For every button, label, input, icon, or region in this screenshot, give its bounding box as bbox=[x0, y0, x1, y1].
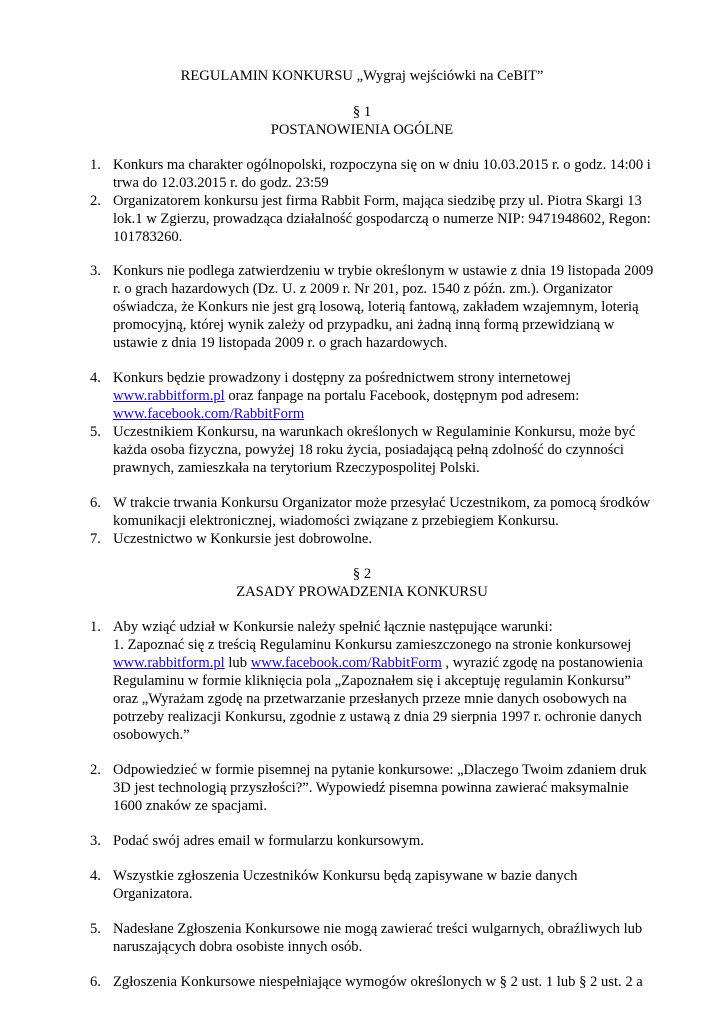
s1-item1-line: trwa do 12.03.2015 r. do godz. 23:59 bbox=[113, 175, 329, 191]
s1-item5-number: 5. bbox=[90, 424, 101, 440]
s1-item4-line: Konkurs będzie prowadzony i dostępny za pośrednictwem strony internetowej bbox=[113, 370, 571, 386]
s2-item2-line: 3D jest technologią przyszłości?”. Wypowiedź pisemna powinna zawierać maksymalnie bbox=[113, 780, 629, 796]
s2-item6-number: 6. bbox=[90, 974, 101, 990]
s2-item1-line: osobowych.” bbox=[113, 727, 190, 743]
s2-item1-line: Regulaminu w formie kliknięcia pola „Zapoznałem się i akceptuję regulamin Konkursu” bbox=[113, 673, 631, 689]
s2-item4-line: Wszystkie zgłoszenia Uczestników Konkursu będą zapisywane w bazie danych bbox=[113, 868, 578, 884]
section2-heading: ZASADY PROWADZENIA KONKURSU bbox=[236, 584, 488, 600]
s2-item2-line: 1600 znaków ze spacjami. bbox=[113, 798, 267, 814]
facebook-link[interactable]: www.facebook.com/RabbitForm bbox=[250, 655, 442, 671]
s1-item2-line: lok.1 w Zgierzu, prowadząca działalność gospodarczą o numerze NIP: 9471948602, Regon: bbox=[113, 211, 651, 227]
s2-item1-text: lub bbox=[224, 655, 251, 671]
s1-item2-line: 101783260. bbox=[113, 229, 183, 245]
s1-item3-line: oświadcza, że Konkurs nie jest grą losową, loterią fantową, zakładem wzajemnym, loterią bbox=[113, 299, 639, 315]
s1-item7-line: Uczestnictwo w Konkursie jest dobrowolne. bbox=[113, 531, 372, 547]
s1-item4-line bbox=[113, 405, 304, 423]
s2-item4-line: Organizatora. bbox=[113, 886, 193, 902]
s2-item4-number: 4. bbox=[90, 868, 101, 884]
s1-item3-line: promocyjną, której wynik zależy od przypadku, ani żadną inną formą przewidzianą w bbox=[113, 317, 615, 333]
s2-item1-line: oraz „Wyrażam zgodę na przetwarzanie przesłanych przeze mnie danych osobowych na bbox=[113, 691, 627, 707]
s2-item2-line: Odpowiedzieć w formie pisemnej na pytanie konkursowe: „Dlaczego Twoim zdaniem druk bbox=[113, 762, 647, 778]
section2-symbol: § 2 bbox=[352, 566, 372, 582]
s2-item1-text: , wyrazić zgodę na postanowienia bbox=[441, 655, 643, 671]
s2-item3-line: Podać swój adres email w formularzu konkursowym. bbox=[113, 833, 424, 849]
s1-item3-line: ustawie z dnia 19 listopada 2009 r. o grach hazardowych. bbox=[113, 335, 448, 351]
s2-item1-line: potrzeby realizacji Konkursu, zgodnie z ustawą z dnia 29 sierpnia 1997 r. ochronie danych bbox=[113, 709, 642, 725]
section1-symbol: § 1 bbox=[352, 104, 372, 120]
s2-item2-number: 2. bbox=[90, 762, 101, 778]
s1-item3-line: Konkurs nie podlega zatwierdzeniu w trybie określonym w ustawie z dnia 19 listopada 2009 bbox=[113, 263, 654, 279]
s1-item4-number: 4. bbox=[90, 370, 101, 386]
s1-item6-number: 6. bbox=[90, 495, 101, 511]
facebook-link[interactable]: www.facebook.com/RabbitForm bbox=[113, 406, 305, 422]
rabbitform-link[interactable]: www.rabbitform.pl bbox=[113, 388, 225, 404]
s1-item7-number: 7. bbox=[90, 531, 101, 547]
s1-item5-line: Uczestnikiem Konkursu, na warunkach określonych w Regulaminie Konkursu, może być bbox=[113, 424, 636, 440]
s1-item4-line bbox=[113, 387, 579, 405]
s1-item5-line: prawnych, zamieszkała na terytorium Rzeczypospolitej Polski. bbox=[113, 460, 480, 476]
s2-item1-number: 1. bbox=[90, 619, 101, 635]
s2-item5-line: Nadesłane Zgłoszenia Konkursowe nie mogą zawierać treści wulgarnych, obraźliwych lub bbox=[113, 921, 643, 937]
s1-item6-line: komunikacji elektronicznej, wiadomości związane z przebiegiem Konkursu. bbox=[113, 513, 559, 529]
document-title: REGULAMIN KONKURSU „Wygraj wejściówki na CeBIT” bbox=[180, 68, 544, 84]
s2-item6-line: Zgłoszenia Konkursowe niespełniające wymogów określonych w § 2 ust. 1 lub § 2 ust. 2 a bbox=[113, 974, 643, 990]
s1-item3-number: 3. bbox=[90, 263, 101, 279]
s1-item5-line: każda osoba fizyczna, powyżej 18 roku życia, posiadającą pełną zdolność do czynności bbox=[113, 442, 624, 458]
s1-item6-line: W trakcie trwania Konkursu Organizator może przesyłać Uczestnikom, za pomocą środków bbox=[113, 495, 651, 511]
s2-item1-line bbox=[113, 654, 643, 672]
s2-item5-line: naruszających dobra osobiste innych osób. bbox=[113, 939, 363, 955]
s1-item3-line: r. o grach hazardowych (Dz. U. z 2009 r. Nr 201, poz. 1540 z późn. zm.). Organizator bbox=[113, 281, 613, 297]
s1-item2-line: Organizatorem konkursu jest firma Rabbit Form, mająca siedzibę przy ul. Piotra Skargi 13 bbox=[113, 193, 642, 209]
s2-item1-line: 1. Zapoznać się z treścią Regulaminu Konkursu zamieszczonego na stronie konkursowej bbox=[113, 637, 632, 653]
s1-item1-number: 1. bbox=[90, 157, 101, 173]
s1-item1-line: Konkurs ma charakter ogólnopolski, rozpoczyna się on w dniu 10.03.2015 r. o godz. 14:00 i bbox=[113, 157, 651, 173]
rabbitform-link[interactable]: www.rabbitform.pl bbox=[113, 655, 225, 671]
s1-item4-text: oraz fanpage na portalu Facebook, dostępnym pod adresem: bbox=[224, 388, 580, 404]
s1-item2-number: 2. bbox=[90, 193, 101, 209]
s2-item1-line: Aby wziąć udział w Konkursie należy spełnić łącznie następujące warunki: bbox=[113, 619, 553, 635]
section1-heading: POSTANOWIENIA OGÓLNE bbox=[270, 122, 454, 138]
s2-item3-number: 3. bbox=[90, 833, 101, 849]
s2-item5-number: 5. bbox=[90, 921, 101, 937]
